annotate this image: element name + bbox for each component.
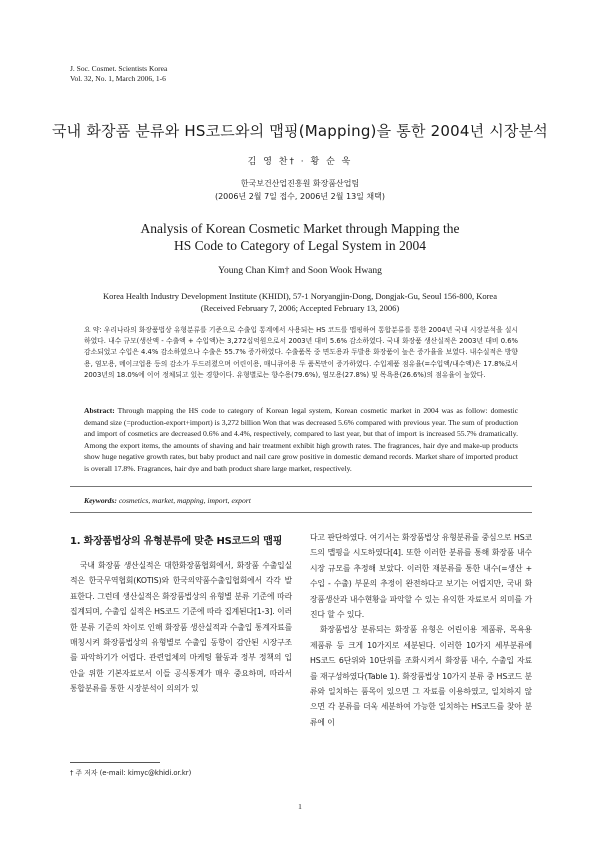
divider-bottom — [70, 512, 532, 513]
title-korean: 국내 화장품 분류와 HS코드와의 맵핑(Mapping)을 통한 2004년 시장분석 — [51, 122, 548, 140]
journal-name: J. Soc. Cosmet. Scientists Korea — [70, 64, 168, 73]
column-right — [310, 530, 532, 730]
received-date-english: (Received February 7, 2006; Accepted February 13, 2006) — [200, 303, 400, 313]
received-date-korean: (2006년 2월 7일 접수, 2006년 2월 13일 채택) — [214, 192, 386, 201]
footnote-rule — [70, 762, 160, 763]
abstract-label: Abstract: — [84, 406, 115, 415]
authors-korean: 김 영 찬† · 황 순 욱 — [247, 157, 353, 167]
paragraph: 화장품법상 분류되는 화장품 유형은 어린이용 제품류, 목욕용 제품류 등 크게 10가지로 세분된다. 이러한 10가지 세부분류에 HS코드 6단위와 10단위를 조화시켜서 화장품 내수, 수출입 자료를 재구성하였다(Table 1). 화장품법상 10가지 분류 중 HS코드 분류와 일치하는 품목이 있으면 그 자료를 이용하였고, 일치하지 않으면 각 분류를 더욱 세분하여 가능한 일치하는 HS코드를 찾아 분류에 이 — [310, 625, 532, 727]
column-left — [70, 558, 292, 697]
journal-volume: Vol. 32, No. 1, March 2006, 1-6 — [70, 74, 166, 83]
title-english-line1: Analysis of Korean Cosmetic Market through Mapping the — [140, 221, 460, 236]
authors-english: Young Chan Kim† and Soon Wook Hwang — [218, 266, 382, 276]
affiliation-korean: 한국보건산업진흥원 화장품산업팀 — [240, 179, 360, 188]
footnote: † 주 저자 (e-mail: kimyc@khidi.or.kr) — [70, 769, 192, 777]
affiliation-english-block — [40, 290, 560, 314]
abstract-english-text: Through mapping the HS code to category of Korean legal system, Korean cosmetic market in 2004 was as follow: domestic demand size (=production-export+import) is 3,272 billion Won that was decreased 5.6% compared with previous year. The sum of production and import of cosmetics are decreased 0.6% and 4.4%, respectively, compared to last year, but that of import is increased 55.7% dramatically. Among the export items, the amounts of shaving and hair treatment exhibit high growth rates. The fragrances, hair dye and make-up products show huge negative growth rates, but baby product and nail care grow positive in domestic demand records. Market share of imported product is overall 17.8%. Fragrances, hair dye and bath product share large market, respectively. — [84, 406, 518, 473]
journal-header — [70, 64, 167, 84]
abstract-korean: 요 약: 우리나라의 화장품법상 유형분류를 기준으로 수출입 통계에서 사용되는 HS 코드를 맵핑하여 통합분류를 통한 2004년 국내 시장분석을 실시하였다. 내수 규모(생산액 - 수출액 + 수입액)는 3,272십억원으로서 2003년 대비 5.6% 감소하였다. 국내 화장품 생산실적은 2003년 대비 0.6% 감소되었고 수입은 4.4% 감소하였으나 수출은 55.7% 증가하였다. 수출품목 중 면도용과 두발용 화장품이 높은 증가율을 보였다. 내수실적은 방향용, 염모용, 메이크업용 등의 감소가 두드러졌으며 어린이용, 매니큐어용 두 품목만이 증가하였다. 수입제품 점유율(=수입액/내수액)은 17.8%로서 2003년의 18.0%에 이어 정체되고 있는 경향이다. 유형별로는 향수용(79.6%), 염모용(27.8%) 및 목욕용(26.6%)의 점유율이 높았다. — [84, 326, 518, 379]
divider-top — [70, 486, 532, 487]
paragraph: 국내 화장품 생산실적은 대한화장품협회에서, 화장품 수출입실적은 한국무역협회(KOTIS)와 한국의약품수출입협회에서 각각 발표한다. 그런데 생산실적은 화장품법상의 유형별 분류 기준에 따라 집계되며, 수출입 실적은 HS코드 기준에 따라 집계된다[1-3]. 이러한 분류 기준의 차이로 인해 화장품 생산실적과 수출입 통계자료를 매칭시켜 화장품법상의 유형별로 수출입 동향이 감안된 시장구조를 파악하기가 어렵다. 관련업체의 마케팅 활동과 정부 정책의 입안을 위한 기본자료로서 이들 공식통계가 매우 중요하며, 따라서 통합분류를 통한 시장분석이 의의가 있 — [70, 561, 292, 694]
title-english-line2: HS Code to Category of Legal System in 2004 — [174, 238, 426, 253]
abstract-english — [84, 405, 518, 475]
paragraph: 다고 판단하였다. 여기서는 화장품법상 유형분류를 중심으로 HS코드의 맵핑을 시도하였다[4]. 또한 이러한 분류를 통해 화장품 내수 시장 규모를 추정해 보았다. 이러한 재분류를 통한 내수(=생산 + 수입 - 수출) 부문의 추정이 완전하다고 보기는 어렵지만, 국내 화장품생산과 내수현황을 파악할 수 있는 유익한 자료로서 의미를 가진다 할 수 있다. — [310, 533, 532, 620]
keywords — [84, 496, 518, 505]
keywords-label: Keywords: — [84, 496, 117, 505]
keywords-text: cosmetics, market, mapping, import, export — [118, 496, 251, 505]
affiliation-english: Korea Health Industry Development Institute (KHIDI), 57-1 Noryangjin-Dong, Dongjak-Gu, Seoul 156-800, Korea — [103, 291, 497, 301]
page-number: 1 — [298, 802, 302, 811]
section-heading: 1. 화장품법상의 유형분류에 맞춘 HS코드의 맵핑 — [70, 536, 283, 547]
title-english — [40, 220, 560, 254]
